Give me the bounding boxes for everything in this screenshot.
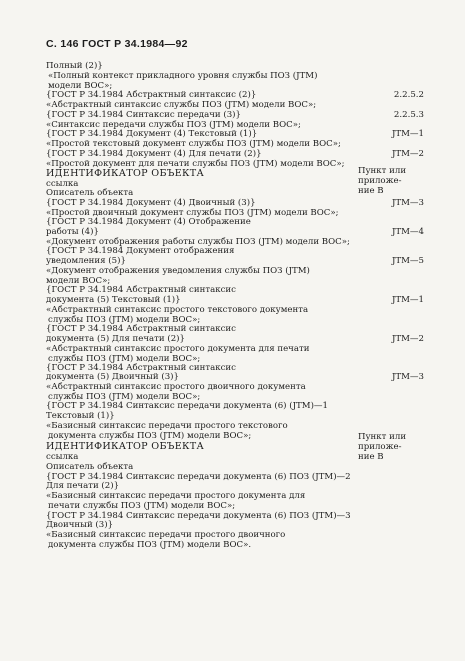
line-text: {ГОСТ Р 34.1984 Документ (4) Для печати (2)} [46,149,262,159]
line-text: документа (5) Двоичный (3)} [46,372,179,382]
line-reference: JTM—4 [391,227,424,237]
line-text: {ГОСТ Р 34.1984 Документ (4) Двоичный (3)} [46,198,256,208]
line-reference: JTM—1 [391,295,424,305]
line-text: ссылка [46,179,79,189]
line-text: {ГОСТ Р 34.1984 Синтаксис передачи документа (6) ПОЗ (JTM)—3 [46,511,351,521]
line-text: ссылка [46,452,79,462]
line-text: «Абстрактный синтаксис простого текстового документа [46,305,309,315]
line-text: «Базисный синтаксис передачи простого двоичного [46,530,286,540]
line-text: «Простой двоичный документ службы ПОЗ (JTM) модели ВОС»; [46,208,339,218]
line-reference: JTM—5 [391,256,424,266]
line-text: Описатель объекта [46,188,134,198]
line-text: {ГОСТ Р 34.1984 Документ (4) Текстовый (1)} [46,129,258,139]
line-text: Описатель объекта [46,462,134,472]
line-text: документа (5) Для печати (2)} [46,334,185,344]
line-reference: JTM—3 [391,372,424,382]
line-text: «Базисный синтаксис передачи простого документа для [46,491,306,501]
page-header: С. 146 ГОСТ Р 34.1984—92 [46,38,188,50]
line-text: {ГОСТ Р 34.1984 Синтаксис передачи документа (6) ПОЗ (JTM)—2 [46,472,351,482]
line-text: «Абстрактный синтаксис службы ПОЗ (JTM) модели ВОС»; [46,100,317,110]
line-text: документа службы ПОЗ (JTM) модели ВОС». [48,540,252,550]
column-heading: Пункт или приложе- ние В [358,432,407,462]
line-text: {ГОСТ Р 34.1984 Документ (4) Отображение [46,217,251,227]
line-text: документа (5) Текстовый (1)} [46,295,181,305]
line-text: {ГОСТ Р 34.1984 Абстрактный синтаксис [46,363,236,373]
line-text: службы ПОЗ (JTM) модели ВОС»; [48,354,201,364]
line-text: {ГОСТ Р 34.1984 Абстрактный синтаксис [46,285,236,295]
line-text: службы ПОЗ (JTM) модели ВОС»; [48,392,201,402]
line-reference: JTM—3 [391,198,424,208]
line-text: документа службы ПОЗ (JTM) модели ВОС»; [48,431,252,441]
line-text: Для печати (2)} [46,481,120,491]
line-text: «Базисный синтаксис передачи простого текстового [46,421,288,431]
line-text: модели ВОС»; [46,276,111,286]
line-text: {ГОСТ Р 34.1984 Документ отображения [46,246,235,256]
line-text: печати службы ПОЗ (JTM) модели ВОС»; [48,501,236,511]
line-text: ИДЕНТИФИКАТОР ОБЪЕКТА [46,168,205,179]
line-reference: JTM—2 [391,149,424,159]
line-reference: JTM—1 [391,129,424,139]
line-text: «Синтаксис передачи службы ПОЗ (JTM) модели ВОС»; [46,120,301,130]
column-heading: Пункт или приложе- ние В [358,166,407,196]
line-text: «Простой текстовый документ службы ПОЗ (JTM) модели ВОС»; [46,139,341,149]
line-text: службы ПОЗ (JTM) модели ВОС»; [48,315,201,325]
line-text: модели ВОС»; [48,81,113,91]
line-text: «Документ отображения уведомления службы ПОЗ (JTM) [46,266,310,276]
line-reference: JTM—2 [391,334,424,344]
line-text: Текстовый (1)} [46,411,115,421]
line-text: «Документ отображения работы службы ПОЗ (JTM) модели ВОС»; [46,237,350,247]
line-reference: 2.2.5.3 [393,110,424,120]
line-text: {ГОСТ Р 34.1984 Абстрактный синтаксис (2)} [46,90,257,100]
line-reference: 2.2.5.2 [393,90,424,100]
line-text: «Абстрактный синтаксис простого двоичного документа [46,382,306,392]
line-text: Полный (2)} [46,61,103,71]
line-text: ИДЕНТИФИКАТОР ОБЪЕКТА [46,441,205,452]
line-text: уведомления (5)} [46,256,126,266]
line-text: «Абстрактный синтаксис простого документа для печати [46,344,310,354]
line-text: «Простой документ для печати службы ПОЗ (JTM) модели ВОС»; [46,159,345,169]
line-text: {ГОСТ Р 34.1984 Синтаксис передачи документа (6) (JTM)—1 [46,401,328,411]
line-text: работы (4)} [46,227,99,237]
line-text: Двоичный (3)} [46,520,114,530]
line-text: {ГОСТ Р 34.1984 Синтаксис передачи (3)} [46,110,241,120]
line-text: {ГОСТ Р 34.1984 Абстрактный синтаксис [46,324,236,334]
line-text: «Полный контекст прикладного уровня службы ПОЗ (JTM) [48,71,318,81]
